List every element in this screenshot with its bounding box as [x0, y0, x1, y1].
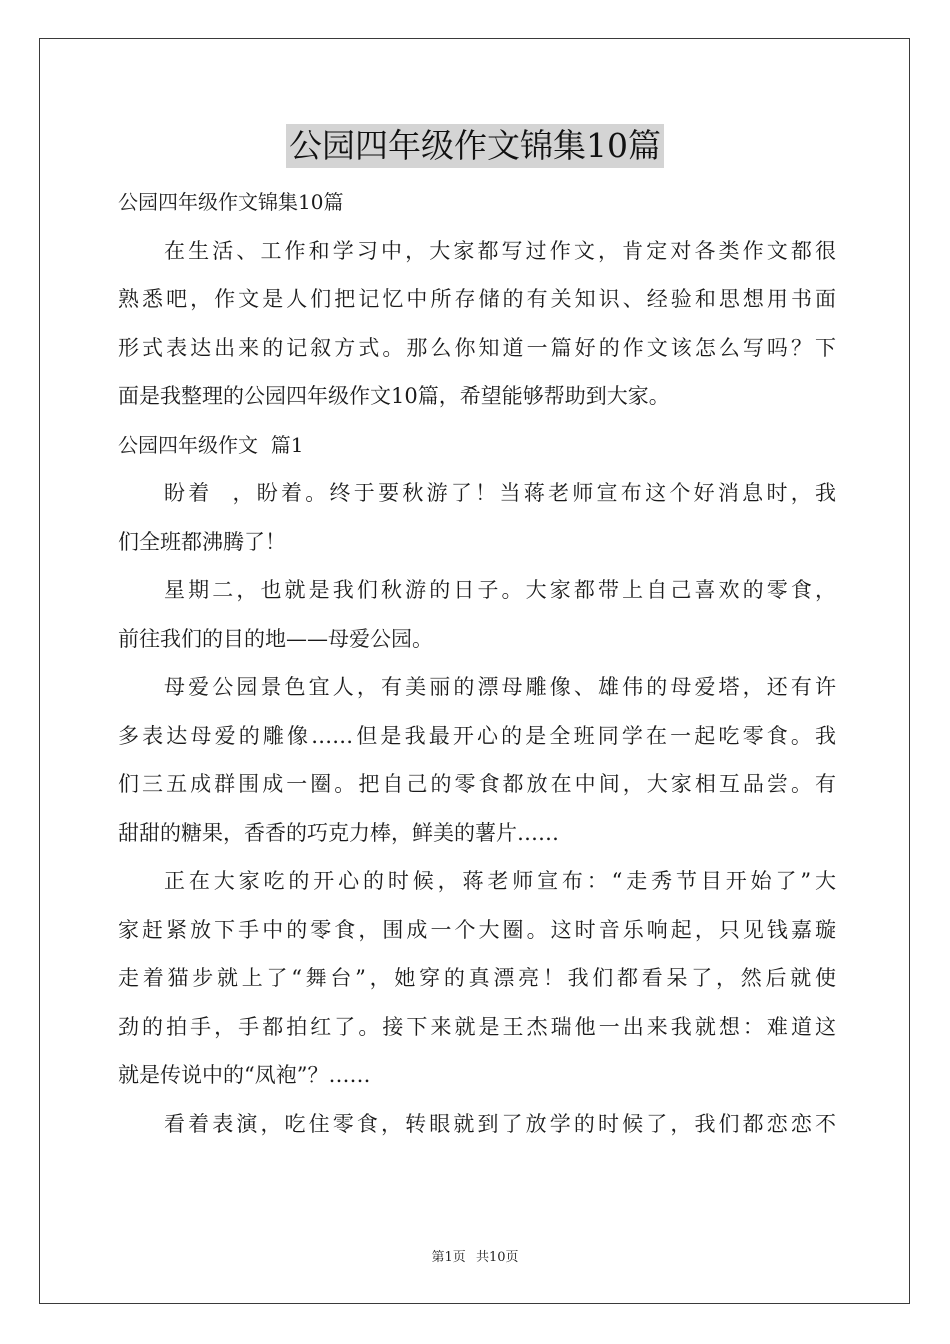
text-line: 就是传说中的“凤袍”？……	[118, 1063, 371, 1087]
text-line: 母爱公园景色宜人，有美丽的漂母雕像、雄伟的母爱塔，还有许	[164, 675, 836, 699]
intro-paragraph	[118, 227, 836, 421]
text-line: 们三五成群围成一圈。把自己的零食都放在中间，大家相互品尝。有	[118, 772, 836, 796]
text-line: 形式表达出来的记叙方式。那么你知道一篇好的作文该怎么写吗？下	[118, 335, 836, 360]
essay-paragraph	[118, 663, 836, 857]
page-total: 共10页	[475, 1250, 519, 1265]
title-container	[0, 124, 950, 168]
essay-paragraph	[118, 857, 836, 1100]
text-line: 熟悉吧，作文是人们把记忆中所存储的有关知识、经验和思想用书面	[118, 287, 836, 311]
text-line: 面是我整理的公园四年级作文10篇，希望能够帮助到大家。	[118, 384, 670, 408]
essay-paragraph	[118, 566, 836, 663]
text-line: 多表达母爱的雕像……但是我最开心的是全班同学在一起吃零食。我	[118, 723, 836, 748]
text-line: 前往我们的目的地——母爱公园。	[118, 626, 433, 651]
text-line: 劲的拍手，手都拍红了。接下来就是王杰瑞他一出来我就想：难道这	[118, 1014, 836, 1039]
text-line: 在生活、工作和学习中，大家都写过作文，肯定对各类作文都很	[164, 238, 836, 263]
document-title: 公园四年级作文锦集10篇	[286, 124, 664, 168]
page-number: 第1页	[431, 1250, 466, 1265]
text-line: 甜甜的糖果，香香的巧克力棒，鲜美的薯片……	[118, 820, 559, 845]
text-line: 看着表演，吃住零食，转眼就到了放学的时候了，我们都恋恋不	[164, 1111, 836, 1136]
text-line: 走着猫步就上了“舞台”，她穿的真漂亮！我们都看呆了，然后就使	[118, 966, 836, 990]
text-line: 盼着 ，盼着。终于要秋游了！当蒋老师宣布这个好消息时，我	[164, 481, 836, 505]
page-footer	[0, 1246, 950, 1265]
text-line: 家赶紧放下手中的零食，围成一个大圈。这时音乐响起，只见钱嘉璇	[118, 917, 836, 942]
text-line: 们全班都沸腾了！	[118, 529, 286, 554]
document-body	[118, 178, 836, 1148]
essay-paragraph	[118, 1100, 836, 1149]
essay-paragraph	[118, 469, 836, 566]
section-heading: 公园四年级作文 篇1	[118, 432, 304, 457]
document-subtitle: 公园四年级作文锦集10篇	[118, 190, 344, 214]
text-line: 星期二，也就是我们秋游的日子。大家都带上自己喜欢的零食，	[164, 578, 836, 602]
text-line: 正在大家吃的开心的时候，蒋老师宣布：“走秀节目开始了”大	[164, 869, 836, 893]
